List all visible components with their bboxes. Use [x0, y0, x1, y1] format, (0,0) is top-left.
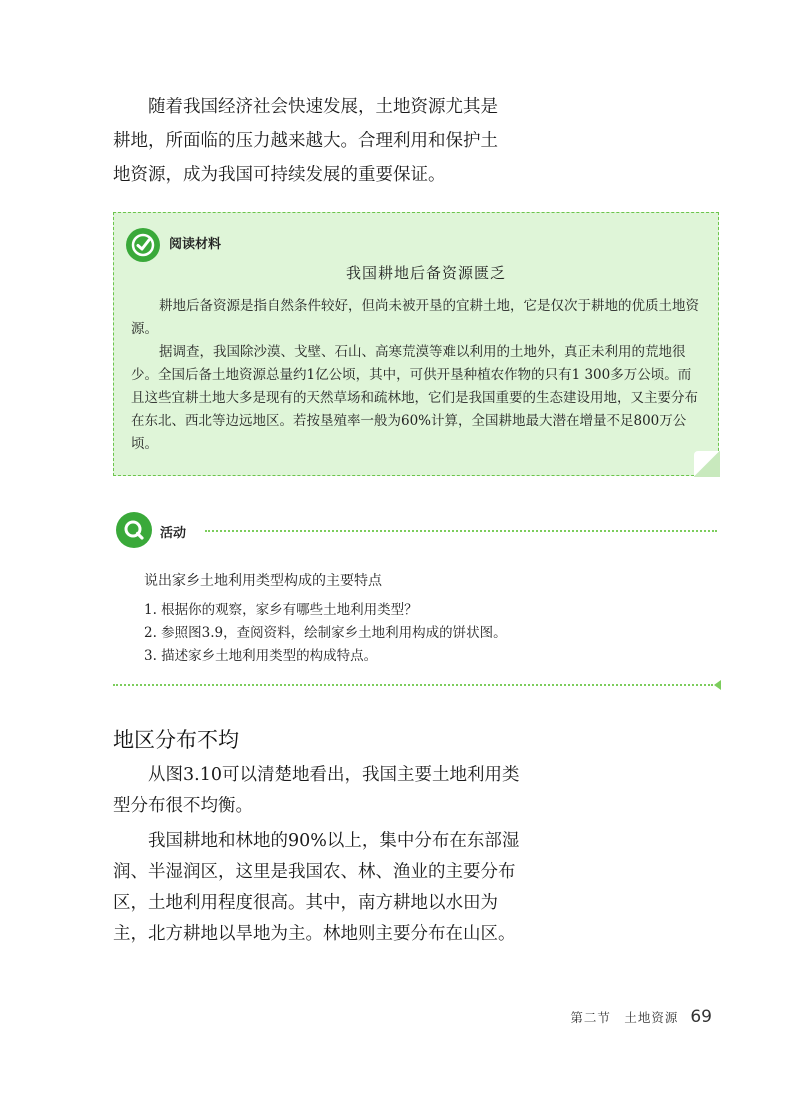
list-item: 2. 参照图3.9，查阅资料，绘制家乡土地利用构成的饼状图。	[144, 625, 507, 641]
page-number: 69	[690, 1007, 712, 1027]
activity-subtitle: 说出家乡土地利用类型构成的主要特点	[144, 573, 382, 589]
activity-divider-top	[205, 530, 717, 532]
activity-label: 活动	[160, 526, 187, 541]
list-item: 1. 根据你的观察，家乡有哪些土地利用类型？	[144, 602, 418, 618]
reading-material-box	[113, 212, 719, 476]
activity-divider-bottom	[113, 684, 713, 686]
checkmark-icon	[126, 228, 160, 262]
section-heading: 地区分布不均	[113, 728, 239, 752]
intro-text	[113, 90, 513, 192]
reading-material-body	[131, 295, 703, 456]
reading-paragraph: 据调查，我国除沙漠、戈壁、石山、高寒荒漠等难以利用的土地外，真正未利用的荒地很少。全国后备土地资源总量约1亿公顷，其中，可供开垦种植农作物的只有1 300多万公顷。而且这些宜耕土地大多是现有的天然草场和疏林地，它们是我国重要的生态建设用地，又主要分布在东北、西北等边远地区。若按垦殖率一般为60%计算，全国耕地最大潜在增量不足800万公顷。	[131, 344, 698, 452]
reading-paragraph: 耕地后备资源是指自然条件较好，但尚未被开垦的宜耕土地，它是仅次于耕地的优质土地资源。	[131, 298, 699, 337]
section-paragraph: 从图3.10可以清楚地看出，我国主要土地利用类型分布很不均衡。	[113, 765, 520, 816]
intro-paragraph: 随着我国经济社会快速发展，土地资源尤其是耕地，所面临的压力越来越大。合理利用和保护土地资源，成为我国可持续发展的重要保证。	[113, 97, 498, 185]
section-body	[113, 760, 523, 954]
magnifier-icon	[116, 512, 152, 548]
section-paragraph: 我国耕地和林地的90%以上，集中分布在东部湿润、半湿润区，这里是我国农、林、渔业的主要分布区，土地利用程度很高。其中，南方耕地以水田为主，北方耕地以旱地为主。林地则主要分布在山区。	[113, 831, 520, 944]
page-footer	[570, 1007, 712, 1027]
list-item: 3. 描述家乡土地利用类型的构成特点。	[144, 648, 378, 664]
activity-list	[144, 599, 507, 668]
reading-material-label: 阅读材料	[169, 237, 222, 252]
reading-material-title: 我国耕地后备资源匮乏	[345, 264, 506, 282]
footer-section-title: 第二节 土地资源	[570, 1010, 679, 1025]
